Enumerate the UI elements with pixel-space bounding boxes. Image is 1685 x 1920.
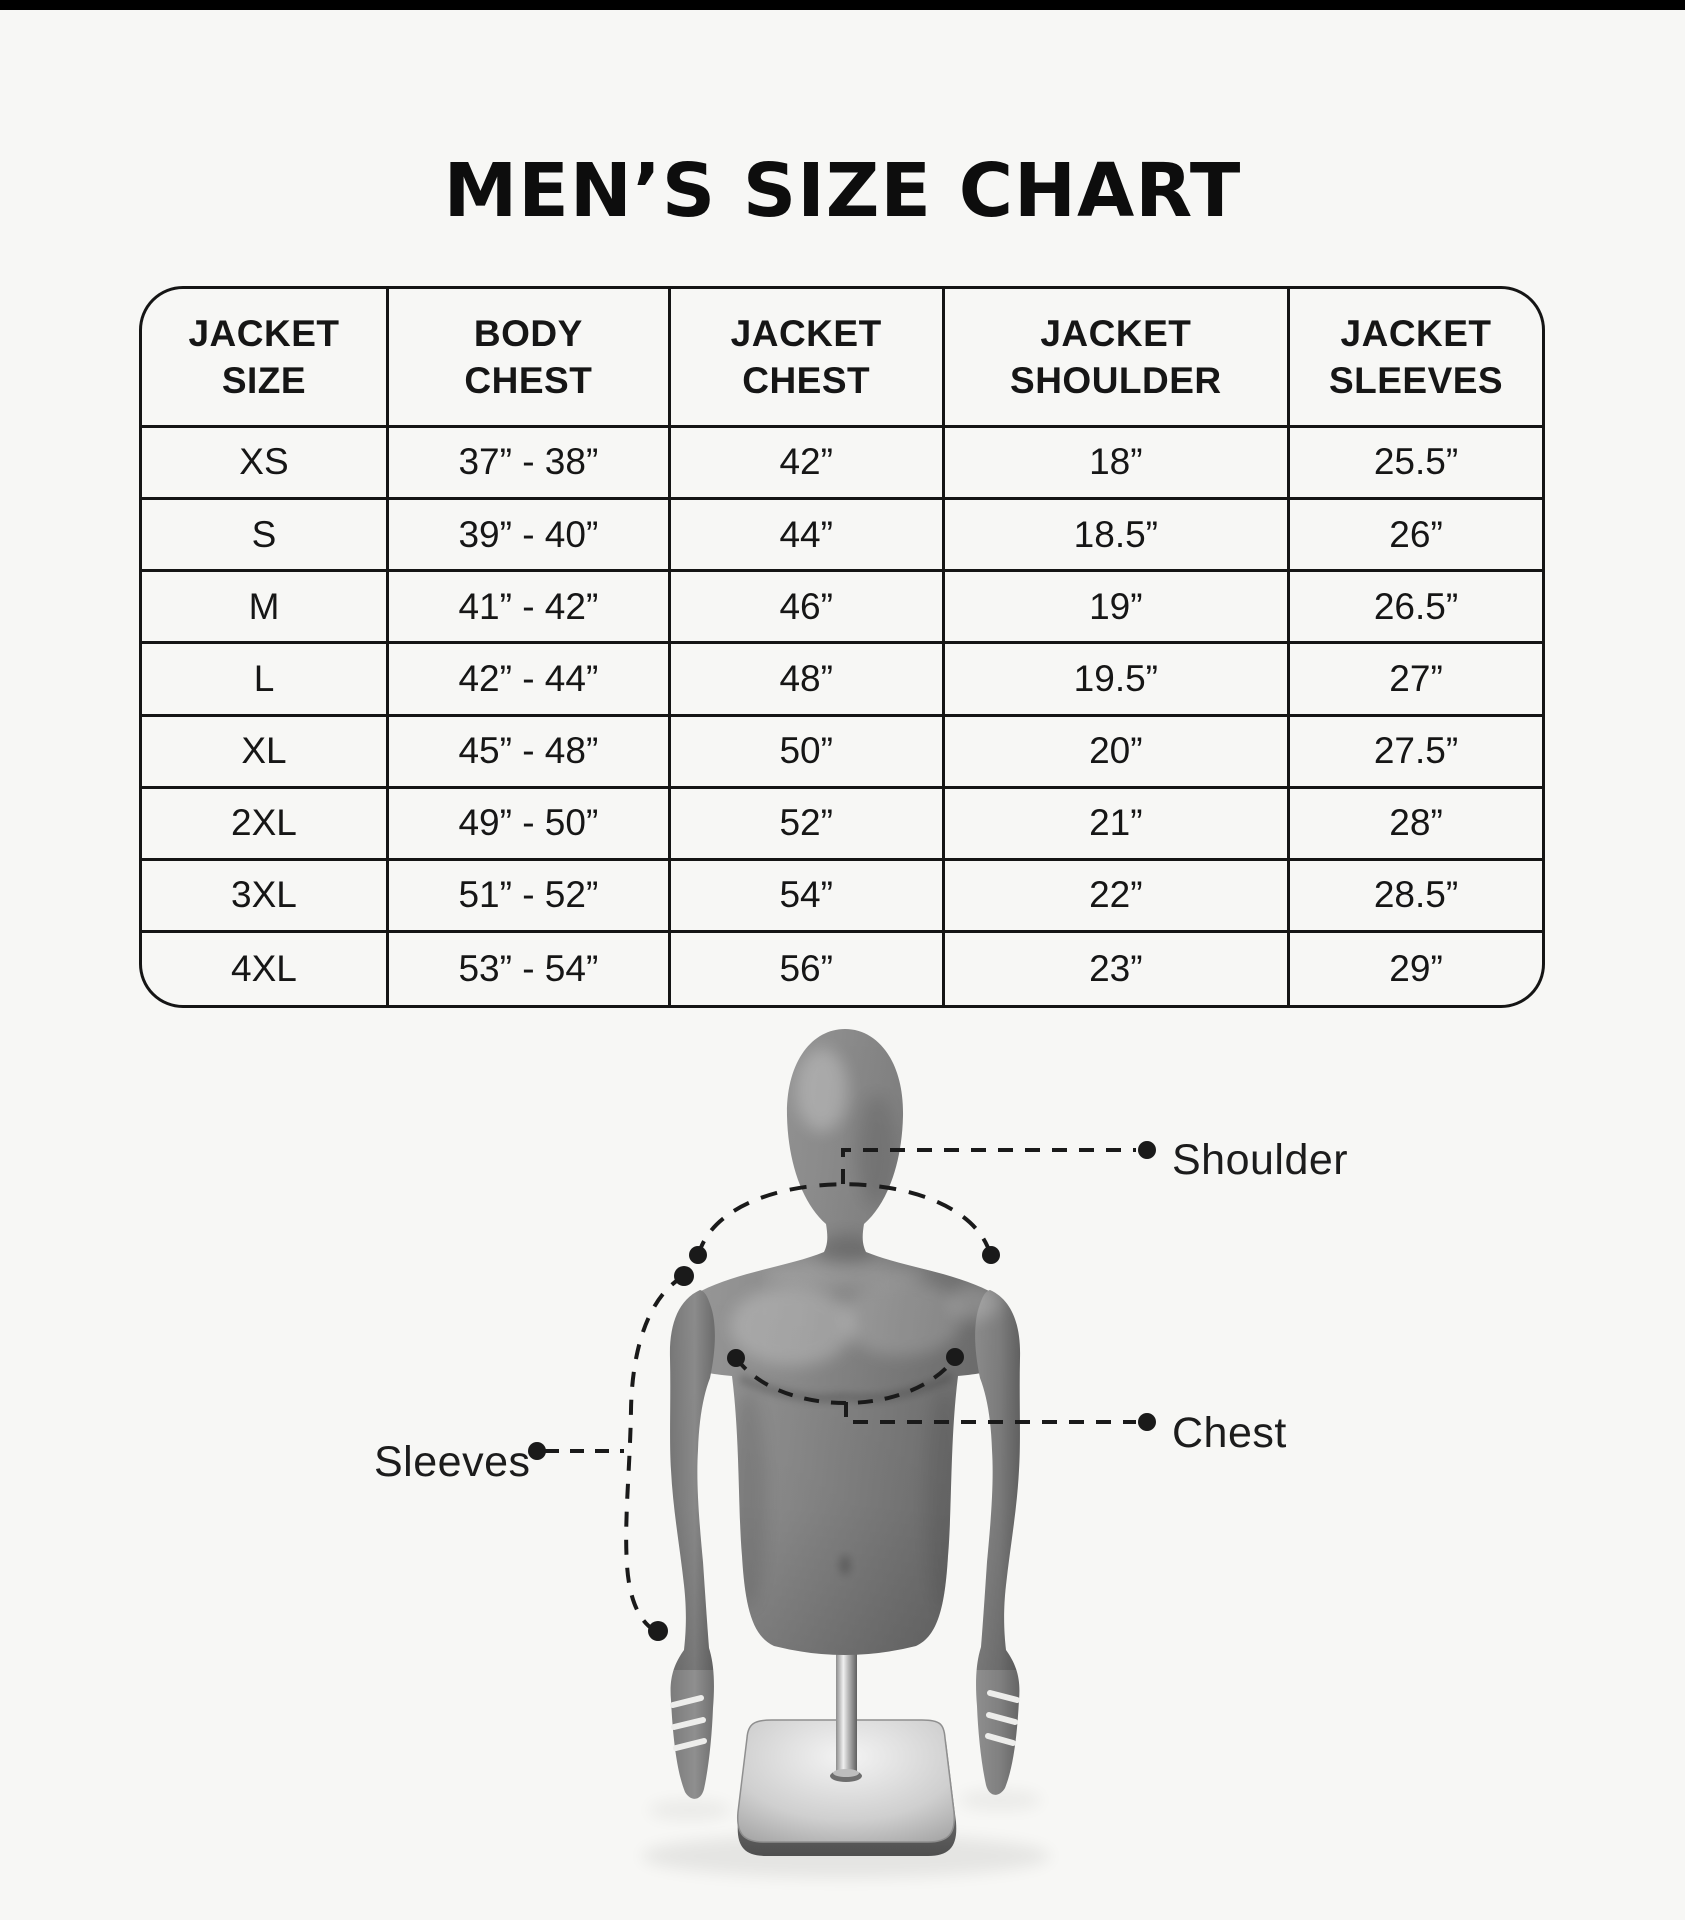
measurement-cell: 19”: [945, 572, 1291, 644]
column-header: JACKET SHOULDER: [945, 289, 1291, 428]
measurement-cell: 42”: [671, 428, 945, 500]
column-header: JACKET CHEST: [671, 289, 945, 428]
measurement-cell: 52”: [671, 789, 945, 861]
size-cell: XL: [142, 717, 389, 789]
measurement-cell: 26.5”: [1290, 572, 1542, 644]
mannequin-shading: [600, 1010, 1100, 1670]
measurement-cell: 29”: [1389, 947, 1443, 989]
shoulder-label: Shoulder: [1172, 1136, 1349, 1184]
measurement-cell: 25.5”: [1290, 428, 1542, 500]
measurement-cell: 39” - 40”: [389, 500, 671, 572]
column-header: JACKET SIZE: [142, 289, 389, 428]
measurement-cell: 19.5”: [945, 644, 1291, 716]
measurement-cell: 54”: [671, 861, 945, 933]
measurement-cell: 18”: [945, 428, 1291, 500]
page-title: MEN’S SIZE CHART: [443, 147, 1242, 234]
measurement-cell: 20”: [945, 717, 1291, 789]
measurement-cell: 21”: [945, 789, 1291, 861]
measurement-cell: 49” - 50”: [389, 789, 671, 861]
top-black-bar: [0, 0, 1685, 10]
size-chart-table: [142, 289, 1542, 1005]
size-cell: 3XL: [142, 861, 389, 933]
measurement-diagram: [0, 1010, 1685, 1920]
measurement-cell: 26”: [1290, 500, 1542, 572]
size-cell: XS: [142, 428, 389, 500]
chest-label: Chest: [1172, 1409, 1287, 1457]
measurement-cell: 51” - 52”: [389, 861, 671, 933]
measurement-cell: 41” - 42”: [389, 572, 671, 644]
column-header: BODY CHEST: [389, 289, 671, 428]
size-cell: L: [142, 644, 389, 716]
mannequin-figure: [0, 1010, 1685, 1920]
measurement-cell: 18.5”: [945, 500, 1291, 572]
measurement-cell: 45” - 48”: [389, 717, 671, 789]
measurement-cell: 46”: [671, 572, 945, 644]
measurement-cell: 28.5”: [1290, 861, 1542, 933]
size-cell: S: [142, 500, 389, 572]
sleeves-label: Sleeves: [374, 1438, 531, 1486]
measurement-cell: 56”: [671, 933, 945, 1005]
measurement-cell: 22”: [945, 861, 1291, 933]
measurement-cell: 37” - 38”: [389, 428, 671, 500]
measurement-cell: 53” - 54”: [389, 933, 671, 1005]
measurement-cell: 42” - 44”: [389, 644, 671, 716]
size-cell: M: [142, 572, 389, 644]
measurement-cell: 23”: [945, 933, 1291, 1005]
column-header: JACKET SLEEVES: [1290, 289, 1542, 428]
measurement-cell: 28”: [1290, 789, 1542, 861]
measurement-cell: 27”: [1290, 644, 1542, 716]
measurement-cell: 50”: [671, 717, 945, 789]
measurement-cell: 44”: [671, 500, 945, 572]
size-chart-table-frame: [139, 286, 1545, 1008]
size-cell: 2XL: [142, 789, 389, 861]
measurement-cell: 48”: [671, 644, 945, 716]
size-cell: 4XL: [142, 933, 389, 1005]
measurement-cell: 27.5”: [1290, 717, 1542, 789]
